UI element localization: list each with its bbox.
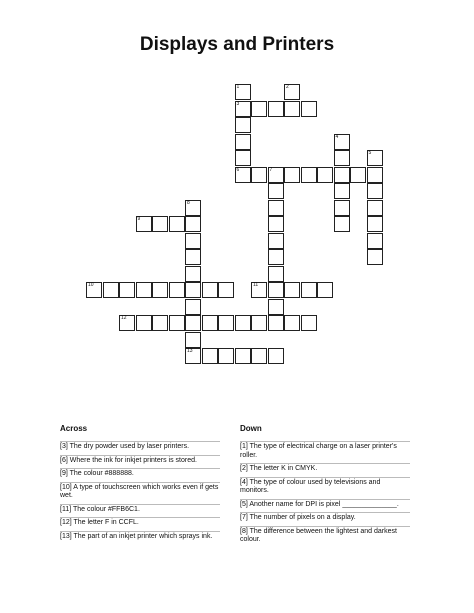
crossword-cell[interactable] (268, 282, 284, 298)
crossword-cell[interactable] (251, 348, 267, 364)
crossword-cell[interactable] (334, 167, 350, 183)
clue-number: 4 (335, 133, 339, 140)
down-heading: Down (240, 424, 262, 433)
crossword-cell[interactable] (218, 348, 234, 364)
crossword-cell[interactable] (235, 150, 251, 166)
crossword-cell[interactable] (185, 282, 201, 298)
crossword-cell[interactable] (152, 216, 168, 232)
crossword-cell[interactable] (218, 315, 234, 331)
across-clue: [6] Where the ink for inkjet printers is stored. (60, 455, 220, 466)
crossword-cell[interactable] (367, 183, 383, 199)
clue-number: 7 (269, 166, 273, 173)
crossword-cell[interactable] (119, 282, 135, 298)
clue-number: 5 (368, 150, 372, 156)
crossword-cell[interactable] (301, 101, 317, 117)
clue-number: 13 (187, 348, 193, 354)
crossword-cell[interactable] (202, 315, 218, 331)
crossword-cell[interactable] (350, 167, 366, 183)
crossword-cell[interactable] (284, 282, 300, 298)
crossword-cell[interactable] (235, 117, 251, 133)
down-clues (240, 424, 410, 548)
crossword-cell[interactable] (185, 348, 201, 364)
crossword-cell[interactable] (284, 101, 300, 117)
crossword-cell[interactable] (136, 282, 152, 298)
crossword-cell[interactable] (367, 216, 383, 232)
crossword-cell[interactable] (334, 216, 350, 232)
crossword-cell[interactable] (185, 315, 201, 331)
crossword-cell[interactable] (185, 332, 201, 348)
crossword-cell[interactable] (284, 84, 300, 100)
crossword-cell[interactable] (317, 282, 333, 298)
down-clue: [7] The number of pixels on a display. (240, 512, 410, 523)
crossword-cell[interactable] (103, 282, 119, 298)
crossword-cell[interactable] (268, 233, 284, 249)
crossword-cell[interactable] (301, 167, 317, 183)
clue-number: 2 (286, 84, 289, 90)
crossword-cell[interactable] (119, 315, 135, 331)
across-clues (60, 424, 220, 544)
across-clue: [11] The colour #FFB6C1. (60, 504, 220, 515)
crossword-cell[interactable] (202, 348, 218, 364)
down-clue: [2] The letter K in CMYK. (240, 463, 410, 474)
clue-number: 12 (121, 315, 127, 321)
crossword-cell[interactable] (268, 266, 284, 282)
crossword-cell[interactable] (268, 315, 284, 331)
crossword-cell[interactable] (268, 249, 284, 265)
crossword-cell[interactable] (334, 200, 350, 216)
down-clue: [1] The type of electrical charge on a laser printer's roller. (240, 441, 410, 460)
crossword-cell[interactable] (169, 315, 185, 331)
crossword-cell[interactable] (218, 282, 234, 298)
crossword-cell[interactable] (185, 216, 201, 232)
crossword-cell[interactable] (235, 315, 251, 331)
crossword-cell[interactable] (367, 167, 383, 183)
crossword-cell[interactable] (152, 282, 168, 298)
crossword-cell[interactable] (251, 282, 267, 298)
crossword-cell[interactable] (169, 282, 185, 298)
crossword-cell[interactable] (268, 299, 284, 315)
crossword-cell[interactable] (185, 249, 201, 265)
crossword-cell[interactable] (251, 315, 267, 331)
across-clue: [13] The part of an inkjet printer which sprays ink. (60, 531, 220, 542)
crossword-cell[interactable] (268, 348, 284, 364)
clue-number: 6 (236, 166, 240, 173)
across-heading: Across (60, 424, 88, 433)
across-clue: [10] A type of touchscreen which works even if gets wet. (60, 483, 219, 499)
crossword-cell[interactable] (202, 282, 218, 298)
across-clue: [9] The colour #888888. (60, 468, 220, 479)
crossword-cell[interactable] (136, 216, 152, 232)
crossword-cell[interactable] (169, 216, 185, 232)
crossword-cell[interactable] (152, 315, 168, 331)
crossword-cell[interactable] (235, 84, 251, 100)
across-clue: [12] The letter F in CCFL. (60, 517, 220, 528)
clue-number: 3 (236, 100, 240, 107)
crossword-cell[interactable] (334, 150, 350, 166)
crossword-cell[interactable] (268, 101, 284, 117)
crossword-cell[interactable] (284, 167, 300, 183)
crossword-cell[interactable] (86, 282, 102, 298)
crossword-cell[interactable] (268, 167, 284, 183)
crossword-cell[interactable] (185, 233, 201, 249)
crossword-cell[interactable] (235, 101, 251, 117)
crossword-cell[interactable] (185, 266, 201, 282)
crossword-cell[interactable] (367, 233, 383, 249)
crossword-cell[interactable] (235, 167, 251, 183)
crossword-cell[interactable] (268, 216, 284, 232)
crossword-cell[interactable] (284, 315, 300, 331)
puzzle-title: Displays and Printers (139, 34, 335, 55)
crossword-cell[interactable] (185, 200, 201, 216)
crossword-cell[interactable] (235, 134, 251, 150)
clue-number: 8 (187, 199, 190, 206)
down-clue: [8] The difference between the lightest and darkest colour. (240, 526, 410, 545)
crossword-cell[interactable] (367, 249, 383, 265)
clue-number: 1 (236, 84, 240, 90)
crossword-cell[interactable] (301, 315, 317, 331)
clue-number: 11 (253, 282, 259, 288)
crossword-cell[interactable] (251, 167, 267, 183)
crossword-cell[interactable] (367, 150, 383, 166)
crossword-cell[interactable] (334, 183, 350, 199)
crossword-cell[interactable] (268, 183, 284, 199)
crossword-cell[interactable] (317, 167, 333, 183)
crossword-cell[interactable] (185, 299, 201, 315)
crossword-cell[interactable] (301, 282, 317, 298)
crossword-cell[interactable] (136, 315, 152, 331)
crossword-cell[interactable] (334, 134, 350, 150)
across-clue: [3] The dry powder used by laser printers. (60, 441, 220, 452)
down-clue: [4] The type of colour used by televisions and monitors. (240, 477, 410, 496)
crossword-cell[interactable] (235, 348, 251, 364)
crossword-cell[interactable] (268, 200, 284, 216)
clue-number: 10 (88, 282, 94, 288)
down-clue: [5] Another name for DPI is pixel ______________. (240, 499, 410, 510)
crossword-cell[interactable] (367, 200, 383, 216)
clue-number: 9 (137, 216, 141, 222)
crossword-cell[interactable] (251, 101, 267, 117)
